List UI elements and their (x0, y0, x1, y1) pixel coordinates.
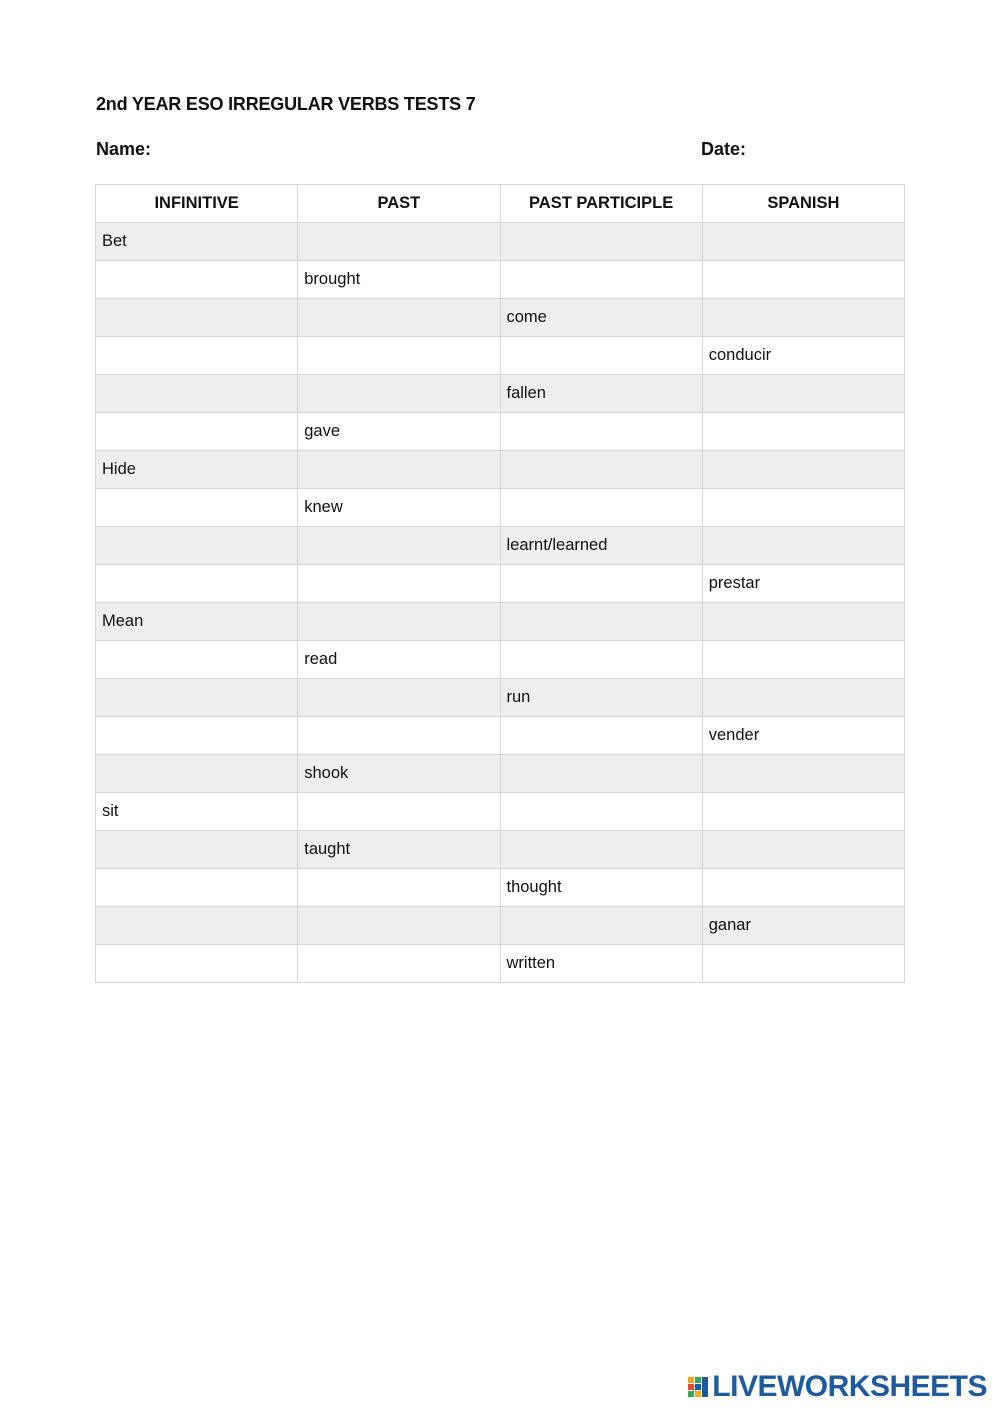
cell-past[interactable] (298, 527, 500, 565)
cell-infinitive[interactable] (96, 945, 298, 983)
table-row (96, 223, 905, 261)
brand-text: LIVEWORKSHEETS (712, 1370, 987, 1403)
cell-past-participle: thought (500, 869, 702, 907)
table-row (96, 869, 905, 907)
cell-past: read (298, 641, 500, 679)
cell-past-participle[interactable] (500, 413, 702, 451)
table-row (96, 831, 905, 869)
cell-past[interactable] (298, 945, 500, 983)
cell-spanish[interactable] (702, 527, 904, 565)
cell-spanish[interactable] (702, 451, 904, 489)
cell-past-participle[interactable] (500, 793, 702, 831)
cell-past[interactable] (298, 565, 500, 603)
cell-past-participle[interactable] (500, 641, 702, 679)
cell-past[interactable] (298, 603, 500, 641)
cell-spanish[interactable] (702, 299, 904, 337)
cell-spanish[interactable] (702, 223, 904, 261)
cell-spanish[interactable] (702, 679, 904, 717)
cell-past[interactable] (298, 717, 500, 755)
cell-spanish: conducir (702, 337, 904, 375)
table-row (96, 489, 905, 527)
table-row (96, 375, 905, 413)
liveworksheets-brand (687, 1370, 987, 1404)
cell-past[interactable] (298, 299, 500, 337)
header-past-participle: PAST PARTICIPLE (500, 185, 702, 223)
cell-spanish[interactable] (702, 603, 904, 641)
cell-infinitive[interactable] (96, 489, 298, 527)
cell-past-participle: come (500, 299, 702, 337)
cell-infinitive[interactable] (96, 375, 298, 413)
table-row (96, 679, 905, 717)
cell-past-participle[interactable] (500, 489, 702, 527)
table-row (96, 565, 905, 603)
table-header-row (96, 185, 905, 223)
cell-infinitive: Bet (96, 223, 298, 261)
cell-infinitive[interactable] (96, 907, 298, 945)
cell-infinitive[interactable] (96, 337, 298, 375)
table-body (96, 223, 905, 983)
cell-past-participle: written (500, 945, 702, 983)
cell-past-participle[interactable] (500, 337, 702, 375)
header-spanish: SPANISH (702, 185, 904, 223)
table-row (96, 793, 905, 831)
cell-past[interactable] (298, 907, 500, 945)
date-label: Date: (701, 139, 747, 159)
cell-past-participle[interactable] (500, 831, 702, 869)
cell-infinitive[interactable] (96, 641, 298, 679)
cell-past-participle[interactable] (500, 755, 702, 793)
cell-infinitive[interactable] (96, 717, 298, 755)
table-row (96, 451, 905, 489)
table-row (96, 641, 905, 679)
table-row (96, 603, 905, 641)
cell-spanish[interactable] (702, 869, 904, 907)
cell-past-participle[interactable] (500, 717, 702, 755)
table-row (96, 755, 905, 793)
cell-past: brought (298, 261, 500, 299)
table-row (96, 717, 905, 755)
table-row (96, 337, 905, 375)
page-title: 2nd YEAR ESO IRREGULAR VERBS TESTS 7 (96, 94, 476, 114)
cell-infinitive[interactable] (96, 299, 298, 337)
cell-spanish[interactable] (702, 793, 904, 831)
verbs-table (95, 184, 905, 983)
cell-spanish: vender (702, 717, 904, 755)
cell-infinitive[interactable] (96, 527, 298, 565)
table-row (96, 413, 905, 451)
cell-past-participle[interactable] (500, 907, 702, 945)
cell-infinitive[interactable] (96, 565, 298, 603)
cell-past[interactable] (298, 869, 500, 907)
cell-past: gave (298, 413, 500, 451)
cell-past[interactable] (298, 793, 500, 831)
liveworksheets-logo-icon (687, 1375, 709, 1399)
cell-past-participle[interactable] (500, 451, 702, 489)
cell-infinitive: Mean (96, 603, 298, 641)
cell-past: shook (298, 755, 500, 793)
header-infinitive: INFINITIVE (96, 185, 298, 223)
cell-infinitive[interactable] (96, 679, 298, 717)
table-row (96, 907, 905, 945)
table-row (96, 945, 905, 983)
cell-past-participle[interactable] (500, 223, 702, 261)
cell-past: knew (298, 489, 500, 527)
cell-infinitive[interactable] (96, 755, 298, 793)
cell-spanish[interactable] (702, 261, 904, 299)
cell-spanish[interactable] (702, 489, 904, 527)
cell-spanish[interactable] (702, 831, 904, 869)
cell-spanish[interactable] (702, 375, 904, 413)
cell-spanish[interactable] (702, 641, 904, 679)
cell-past-participle[interactable] (500, 603, 702, 641)
cell-infinitive[interactable] (96, 261, 298, 299)
cell-past[interactable] (298, 337, 500, 375)
cell-past[interactable] (298, 375, 500, 413)
cell-spanish[interactable] (702, 413, 904, 451)
header-past: PAST (298, 185, 500, 223)
cell-infinitive[interactable] (96, 831, 298, 869)
cell-past[interactable] (298, 451, 500, 489)
cell-spanish: ganar (702, 907, 904, 945)
table-row (96, 527, 905, 565)
table-row (96, 299, 905, 337)
cell-past-participle[interactable] (500, 261, 702, 299)
cell-past-participle: learnt/learned (500, 527, 702, 565)
cell-past[interactable] (298, 679, 500, 717)
cell-past-participle: run (500, 679, 702, 717)
cell-past-participle[interactable] (500, 565, 702, 603)
table-row (96, 261, 905, 299)
cell-infinitive[interactable] (96, 869, 298, 907)
cell-infinitive: Hide (96, 451, 298, 489)
name-label: Name: (96, 139, 152, 159)
cell-infinitive[interactable] (96, 413, 298, 451)
cell-past-participle: fallen (500, 375, 702, 413)
cell-spanish[interactable] (702, 755, 904, 793)
cell-past: taught (298, 831, 500, 869)
cell-past[interactable] (298, 223, 500, 261)
cell-infinitive: sit (96, 793, 298, 831)
cell-spanish[interactable] (702, 945, 904, 983)
cell-spanish: prestar (702, 565, 904, 603)
